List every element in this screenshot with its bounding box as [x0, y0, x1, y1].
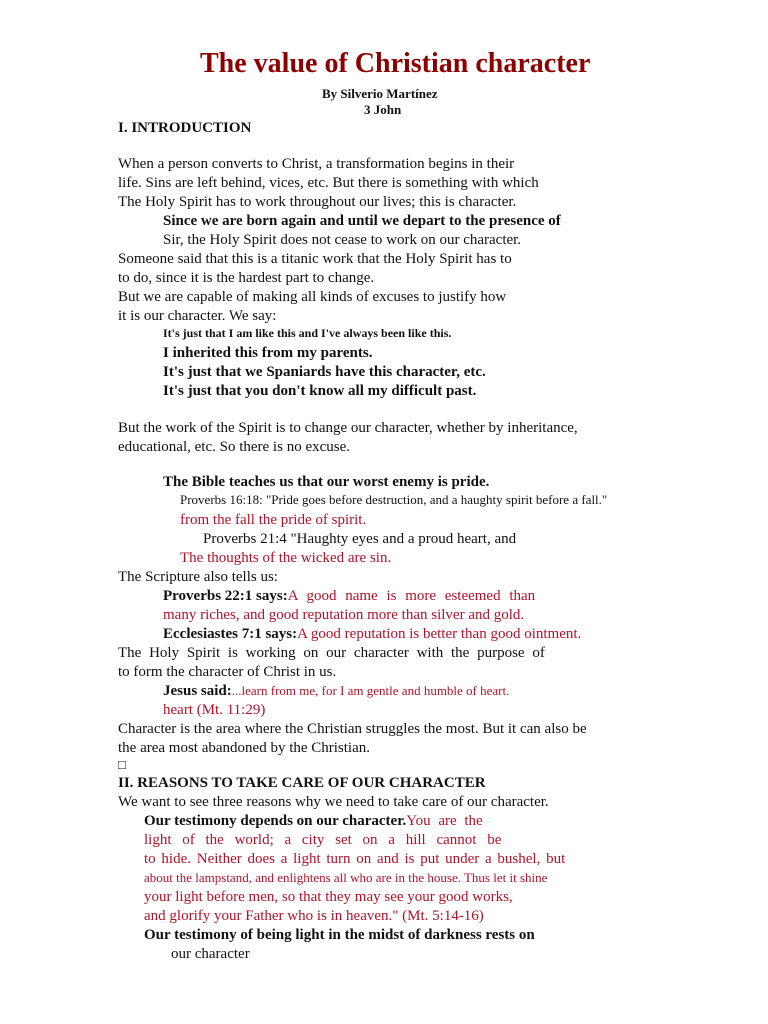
paragraph-line: Someone said that this is a titanic work that the Holy Spirit has to: [118, 251, 512, 267]
proverbs-16-quote: Proverbs 16:18: "Pride goes before destruction, and a haughty spirit before a fall.": [180, 492, 608, 507]
jesus-text: ...learn from me, for I am gentle and humble of heart.: [231, 683, 510, 698]
proverbs-16-red: from the fall the pride of spirit.: [180, 512, 367, 528]
paragraph-line: The Holy Spirit has to work throughout our lives; this is character.: [118, 194, 517, 210]
testimony-red: You are the: [406, 813, 483, 829]
excuse-item: It's just that we Spaniards have this character, etc.: [163, 364, 486, 380]
quote-line: and glorify your Father who is in heaven." (Mt. 5:14-16): [144, 908, 484, 924]
paragraph-line: But we are capable of making all kinds of excuses to justify how: [118, 289, 507, 305]
paragraph-line: it is our character. We say:: [118, 308, 277, 324]
quote-line: light of the world; a city set on a hill cannot be: [144, 832, 502, 848]
paragraph-line: Sir, the Holy Spirit does not cease to work on our character.: [163, 232, 522, 248]
paragraph-line: the area most abandoned by the Christian.: [118, 740, 371, 756]
quote-line: your light before men, so that they may see your good works,: [144, 889, 513, 905]
proverbs-22-label: Proverbs 22:1 says:: [163, 588, 288, 604]
proverbs-22-text-cont: many riches, and good reputation more than silver and gold.: [163, 607, 525, 623]
jesus-label: Jesus said:: [163, 683, 232, 699]
paragraph-line: to do, since it is the hardest part to change.: [118, 270, 375, 286]
ecclesiastes-label: Ecclesiastes 7:1 says:: [163, 626, 298, 642]
ecclesiastes-line: [163, 625, 581, 643]
light-statement-tail: our character: [171, 946, 250, 962]
paragraph-line: Character is the area where the Christian struggles the most. But it can also be: [118, 721, 587, 737]
testimony-line: [144, 812, 483, 830]
ecclesiastes-text: A good reputation is better than good ointment.: [297, 626, 582, 642]
excuse-item: I inherited this from my parents.: [163, 345, 373, 361]
paragraph-line: We want to see three reasons why we need to take care of our character.: [118, 794, 549, 810]
testimony-label: Our testimony depends on our character.: [144, 813, 407, 829]
excuse-small: It's just that I am like this and I've always been like this.: [163, 326, 452, 340]
pride-heading: The Bible teaches us that our worst enemy is pride.: [163, 474, 490, 490]
proverbs-21-red: The thoughts of the wicked are sin.: [180, 550, 392, 566]
bold-statement: Since we are born again and until we depart to the presence of: [163, 213, 561, 229]
scripture-intro: The Scripture also tells us:: [118, 569, 278, 585]
author-line: By Silverio Martínez: [322, 86, 438, 101]
proverbs-21-quote: Proverbs 21:4 "Haughty eyes and a proud heart, and: [203, 531, 517, 547]
proverbs-22-line: [163, 587, 575, 605]
placeholder-glyph: □: [118, 757, 126, 772]
book-reference: 3 John: [364, 102, 402, 117]
excuse-item: It's just that you don't know all my difficult past.: [163, 383, 477, 399]
paragraph-line: life. Sins are left behind, vices, etc. But there is something with which: [118, 175, 539, 191]
quote-line: about the lampstand, and enlightens all who are in the house. Thus let it shine: [144, 870, 548, 885]
paragraph-line: When a person converts to Christ, a transformation begins in their: [118, 156, 515, 172]
section-heading-introduction: I. INTRODUCTION: [118, 120, 252, 136]
section-heading-reasons: II. REASONS TO TAKE CARE OF OUR CHARACTER: [118, 775, 486, 791]
page-title: The value of Christian character: [200, 48, 591, 79]
paragraph-line: to form the character of Christ in us.: [118, 664, 337, 680]
proverbs-22-text: A good name is more esteemed than: [287, 588, 536, 604]
paragraph-line: But the work of the Spirit is to change our character, whether by inheritance,: [118, 420, 578, 436]
light-statement: Our testimony of being light in the midst of darkness rests on: [144, 927, 535, 943]
quote-line: to hide. Neither does a light turn on and is put under a bushel, but: [144, 851, 566, 867]
paragraph-line: educational, etc. So there is no excuse.: [118, 439, 351, 455]
jesus-quote-line: [163, 682, 509, 700]
paragraph-line: The Holy Spirit is working on our character with the purpose of: [118, 645, 545, 661]
jesus-reference: heart (Mt. 11:29): [163, 702, 266, 718]
